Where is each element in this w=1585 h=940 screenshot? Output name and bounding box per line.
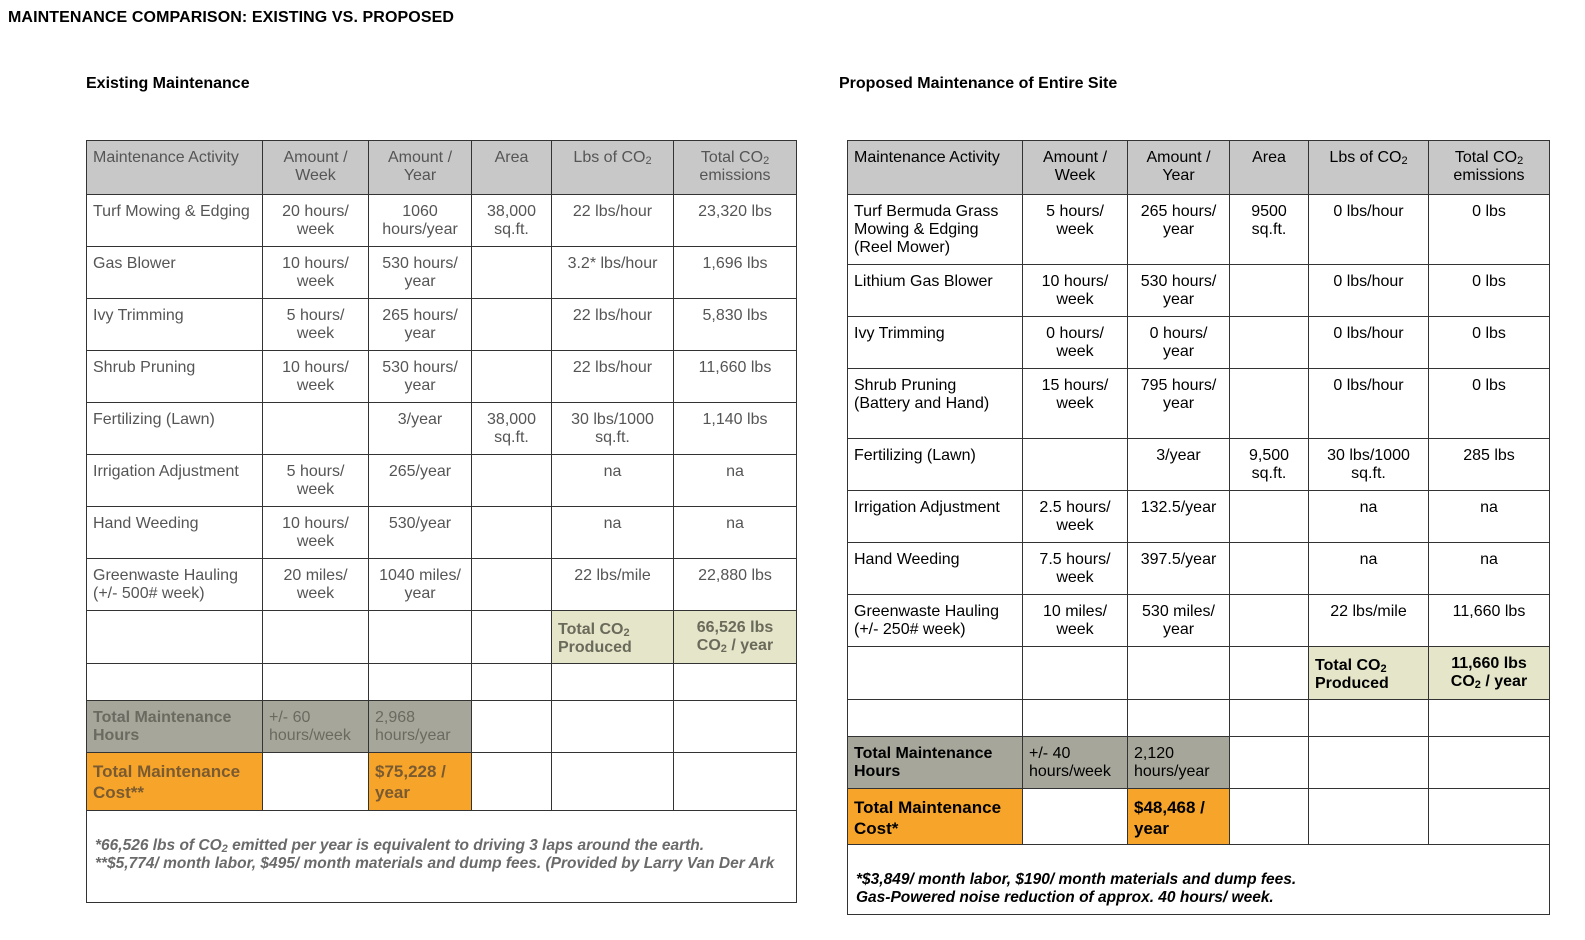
amount-year-cell: 132.5/year <box>1128 491 1230 543</box>
co2-rate-cell: 0 lbs/hour <box>1309 265 1429 317</box>
co2-rate-cell: 0 lbs/hour <box>1309 369 1429 439</box>
area-cell: 9500 sq.ft. <box>1230 195 1309 265</box>
amount-week-cell: 2.5 hours/ week <box>1023 491 1128 543</box>
footnote-line-1: *$3,849/ month labor, $190/ month materials and dump fees. <box>856 871 1297 888</box>
area-cell: 38,000 sq.ft. <box>472 403 552 455</box>
amount-year-cell: 530 hours/ year <box>1128 265 1230 317</box>
total-hours-year: 2,968 hours/year <box>369 701 472 753</box>
proposed-section-title: Proposed Maintenance of Entire Site <box>839 75 1118 92</box>
area-cell <box>472 247 552 299</box>
amount-week-cell: 10 miles/ week <box>1023 595 1128 647</box>
co2-rate-cell: 22 lbs/mile <box>552 559 674 611</box>
amount-year-cell: 530/year <box>369 507 472 559</box>
total-hours-label: Total Maintenance Hours <box>87 701 263 753</box>
activity-cell: Hand Weeding <box>848 543 1023 595</box>
area-cell: 9,500 sq.ft. <box>1230 439 1309 491</box>
total-co2-value: 11,660 lbs $CO_2$ / year <box>1429 647 1550 700</box>
activity-cell: Irrigation Adjustment <box>848 491 1023 543</box>
co2-rate-cell: na <box>552 455 674 507</box>
total-co2-row <box>87 611 797 664</box>
existing-maintenance-table <box>86 140 797 903</box>
total-hours-week: +/- 60 hours/week <box>263 701 369 753</box>
area-cell <box>472 559 552 611</box>
header-cell: Maintenance Activity <box>848 141 1023 195</box>
proposed-maintenance-table <box>847 140 1550 915</box>
amount-week-cell: 10 hours/ week <box>263 351 369 403</box>
header-cell: Lbs of $CO_2$ <box>552 141 674 195</box>
page-title: MAINTENANCE COMPARISON: EXISTING VS. PROPOSED <box>8 9 455 26</box>
area-cell: 38,000 sq.ft. <box>472 195 552 247</box>
header-cell: Lbs of $CO_2$ <box>1309 141 1429 195</box>
table-row <box>87 403 797 455</box>
spacer-row <box>848 700 1550 737</box>
activity-cell: Gas Blower <box>87 247 263 299</box>
co2-rate-cell: na <box>1309 491 1429 543</box>
total-hours-week: +/- 40 hours/week <box>1023 737 1128 789</box>
activity-cell: Lithium Gas Blower <box>848 265 1023 317</box>
amount-year-cell: 530 hours/ year <box>369 247 472 299</box>
total-co2-value: 66,526 lbs $CO_2$ / year <box>674 611 797 664</box>
footnote-row <box>87 811 797 903</box>
co2-rate-cell: 22 lbs/hour <box>552 299 674 351</box>
footnote-line-2: Gas-Powered noise reduction of approx. 40 hours/ week. <box>856 889 1274 906</box>
amount-week-cell: 20 hours/ week <box>263 195 369 247</box>
table-row <box>848 195 1550 265</box>
co2-total-cell: 11,660 lbs <box>1429 595 1550 647</box>
table-row <box>87 195 797 247</box>
table-header-row <box>848 141 1550 195</box>
amount-year-cell: 265 hours/ year <box>369 299 472 351</box>
spacer-row <box>87 664 797 701</box>
header-cell: Total $CO_2$ emissions <box>1429 141 1550 195</box>
activity-cell: Fertilizing (Lawn) <box>848 439 1023 491</box>
footnote <box>848 845 1550 915</box>
co2-total-cell: na <box>1429 543 1550 595</box>
table-row <box>848 265 1550 317</box>
activity-cell: Shrub Pruning <box>87 351 263 403</box>
amount-week-cell <box>1023 439 1128 491</box>
area-cell <box>1230 265 1309 317</box>
table-row <box>848 317 1550 369</box>
amount-year-cell: 795 hours/ year <box>1128 369 1230 439</box>
header-cell: Amount / Week <box>1023 141 1128 195</box>
header-cell: Area <box>1230 141 1309 195</box>
total-co2-label: Total $CO_2$ Produced <box>1309 647 1429 700</box>
table-row <box>848 595 1550 647</box>
amount-week-cell: 15 hours/ week <box>1023 369 1128 439</box>
table-row <box>848 543 1550 595</box>
activity-cell: Greenwaste Hauling (+/- 250# week) <box>848 595 1023 647</box>
amount-week-cell: 5 hours/ week <box>263 455 369 507</box>
amount-week-cell: 7.5 hours/ week <box>1023 543 1128 595</box>
amount-week-cell: 10 hours/ week <box>1023 265 1128 317</box>
table-row <box>848 369 1550 439</box>
co2-total-cell: 1,140 lbs <box>674 403 797 455</box>
amount-year-cell: 397.5/year <box>1128 543 1230 595</box>
total-hours-year: 2,120 hours/year <box>1128 737 1230 789</box>
amount-year-cell: 3/year <box>369 403 472 455</box>
co2-total-cell: 22,880 lbs <box>674 559 797 611</box>
amount-year-cell: 1040 miles/ year <box>369 559 472 611</box>
activity-cell: Fertilizing (Lawn) <box>87 403 263 455</box>
activity-cell: Shrub Pruning (Battery and Hand) <box>848 369 1023 439</box>
total-cost-row <box>87 753 797 811</box>
area-cell <box>1230 543 1309 595</box>
table-row <box>87 507 797 559</box>
footnote: *66,526 lbs of $CO_2$ emitted per year is equivalent to driving 3 laps around the earth. **$5,774/ month labor, $495/ month materials and dump fees. (Provided by Larry Van Der Ark <box>87 811 797 903</box>
co2-total-cell: 0 lbs <box>1429 265 1550 317</box>
co2-total-cell: 0 lbs <box>1429 369 1550 439</box>
area-cell <box>472 299 552 351</box>
activity-cell: Turf Bermuda Grass Mowing & Edging (Reel Mower) <box>848 195 1023 265</box>
total-co2-row <box>848 647 1550 700</box>
activity-cell: Irrigation Adjustment <box>87 455 263 507</box>
footnote-row <box>848 845 1550 915</box>
header-cell: Maintenance Activity <box>87 141 263 195</box>
table-row <box>87 247 797 299</box>
header-cell: Area <box>472 141 552 195</box>
table-row <box>87 455 797 507</box>
amount-week-cell: 5 hours/ week <box>263 299 369 351</box>
co2-total-cell: 0 lbs <box>1429 195 1550 265</box>
co2-total-cell: na <box>674 455 797 507</box>
total-hours-label: Total Maintenance Hours <box>848 737 1023 789</box>
table-row <box>848 439 1550 491</box>
co2-total-cell: 1,696 lbs <box>674 247 797 299</box>
existing-section-title: Existing Maintenance <box>86 75 250 92</box>
co2-total-cell: na <box>674 507 797 559</box>
total-cost-value: $48,468 / year <box>1128 789 1230 845</box>
area-cell <box>472 507 552 559</box>
co2-rate-cell: na <box>552 507 674 559</box>
co2-rate-cell: 0 lbs/hour <box>1309 317 1429 369</box>
header-cell: Amount / Year <box>1128 141 1230 195</box>
activity-cell: Turf Mowing & Edging <box>87 195 263 247</box>
total-cost-value: $75,228 / year <box>369 753 472 811</box>
header-cell: Total $CO_2$ emissions <box>674 141 797 195</box>
footnote-line-2: **$5,774/ month labor, $495/ month materials and dump fees. (Provided by Larry Van Der Ark <box>95 855 775 872</box>
co2-total-cell: na <box>1429 491 1550 543</box>
table-header-row <box>87 141 797 195</box>
area-cell <box>472 455 552 507</box>
total-co2-label: Total $CO_2$ Produced <box>552 611 674 664</box>
amount-week-cell <box>263 403 369 455</box>
amount-year-cell: 0 hours/ year <box>1128 317 1230 369</box>
total-cost-label: Total Maintenance Cost** <box>87 753 263 811</box>
amount-year-cell: 530 hours/ year <box>369 351 472 403</box>
total-hours-row <box>848 737 1550 789</box>
header-cell: Amount / Year <box>369 141 472 195</box>
co2-rate-cell: na <box>1309 543 1429 595</box>
activity-cell: Hand Weeding <box>87 507 263 559</box>
amount-week-cell: 5 hours/ week <box>1023 195 1128 265</box>
co2-total-cell: 285 lbs <box>1429 439 1550 491</box>
area-cell <box>1230 369 1309 439</box>
co2-total-cell: 5,830 lbs <box>674 299 797 351</box>
amount-year-cell: 1060 hours/year <box>369 195 472 247</box>
total-cost-label: Total Maintenance Cost* <box>848 789 1023 845</box>
table-row <box>848 491 1550 543</box>
amount-week-cell: 0 hours/ week <box>1023 317 1128 369</box>
activity-cell: Ivy Trimming <box>848 317 1023 369</box>
amount-year-cell: 265 hours/ year <box>1128 195 1230 265</box>
amount-year-cell: 530 miles/ year <box>1128 595 1230 647</box>
amount-week-cell: 20 miles/ week <box>263 559 369 611</box>
total-hours-row <box>87 701 797 753</box>
total-cost-row <box>848 789 1550 845</box>
area-cell <box>1230 491 1309 543</box>
table-row <box>87 559 797 611</box>
activity-cell: Greenwaste Hauling (+/- 500# week) <box>87 559 263 611</box>
co2-rate-cell: 22 lbs/hour <box>552 351 674 403</box>
co2-rate-cell: 3.2* lbs/hour <box>552 247 674 299</box>
table-row <box>87 299 797 351</box>
co2-total-cell: 23,320 lbs <box>674 195 797 247</box>
area-cell <box>1230 317 1309 369</box>
co2-total-cell: 11,660 lbs <box>674 351 797 403</box>
area-cell <box>1230 595 1309 647</box>
amount-week-cell: 10 hours/ week <box>263 507 369 559</box>
co2-rate-cell: 30 lbs/1000 sq.ft. <box>552 403 674 455</box>
activity-cell: Ivy Trimming <box>87 299 263 351</box>
co2-total-cell: 0 lbs <box>1429 317 1550 369</box>
co2-rate-cell: 0 lbs/hour <box>1309 195 1429 265</box>
table-row <box>87 351 797 403</box>
amount-year-cell: 3/year <box>1128 439 1230 491</box>
co2-rate-cell: 22 lbs/hour <box>552 195 674 247</box>
amount-year-cell: 265/year <box>369 455 472 507</box>
amount-week-cell: 10 hours/ week <box>263 247 369 299</box>
co2-rate-cell: 22 lbs/mile <box>1309 595 1429 647</box>
area-cell <box>472 351 552 403</box>
co2-rate-cell: 30 lbs/1000 sq.ft. <box>1309 439 1429 491</box>
header-cell: Amount / Week <box>263 141 369 195</box>
